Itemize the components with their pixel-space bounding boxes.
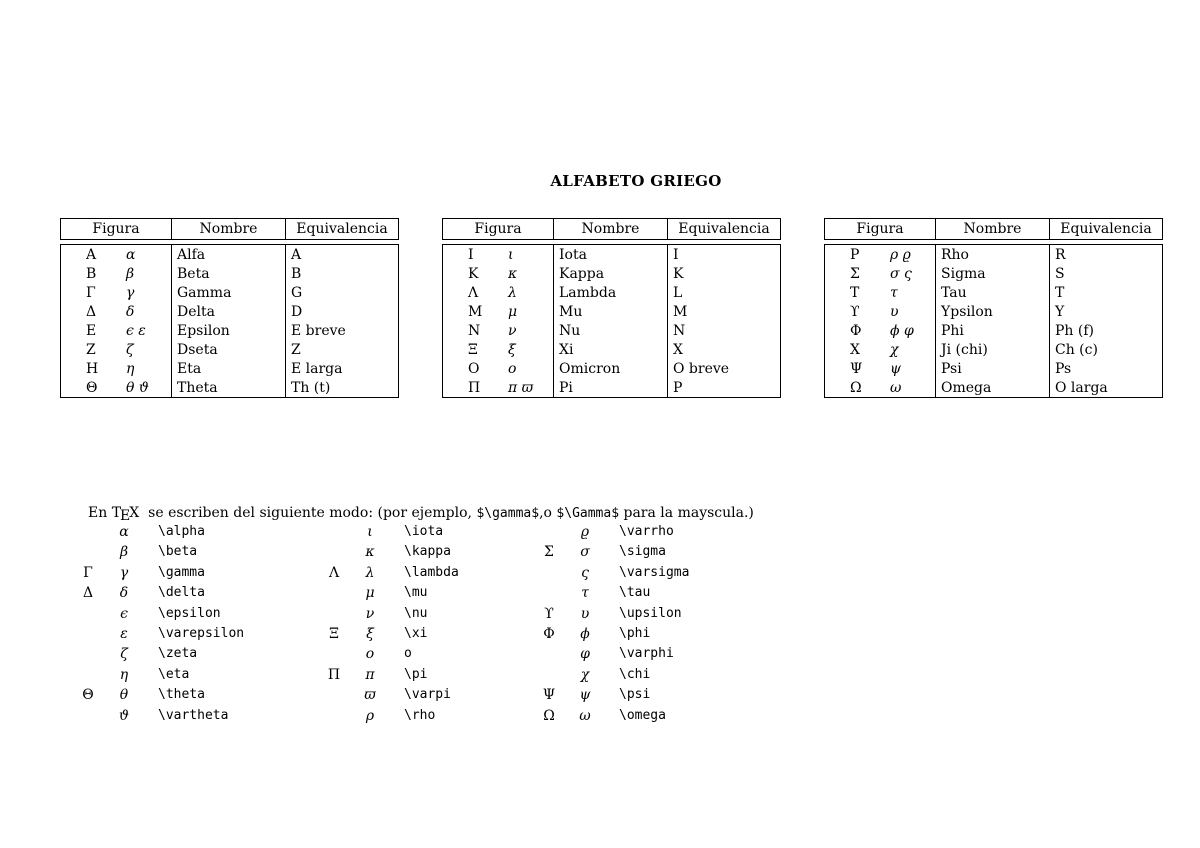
command-code: \lambda <box>404 564 459 580</box>
equivalencia-cell: N <box>668 321 781 340</box>
uppercase-letter: X <box>850 341 860 358</box>
table-row <box>61 264 399 283</box>
tex-logo-t: T <box>111 505 122 521</box>
table-row <box>61 302 399 321</box>
command-lowercase: η <box>119 666 129 683</box>
lowercase-letter: μ <box>508 303 518 320</box>
figura-cell <box>443 340 554 359</box>
table-row <box>443 245 781 265</box>
equivalencia-cell: D <box>286 302 399 321</box>
command-uppercase: Σ <box>544 544 554 561</box>
header-figura: Figura <box>61 219 172 240</box>
command-code: \nu <box>404 605 428 621</box>
command-lowercase: ς <box>581 564 589 581</box>
equivalencia-cell: I <box>668 245 781 265</box>
equivalencia-cell: Ps <box>1050 359 1163 378</box>
table-header-row <box>825 219 1163 240</box>
nombre-cell: Mu <box>554 302 668 321</box>
command-lowercase: ϱ <box>580 524 590 540</box>
nombre-cell: Iota <box>554 245 668 265</box>
uppercase-letter: P <box>850 246 860 263</box>
figura-cell <box>825 302 936 321</box>
lowercase-letter: θ ϑ <box>126 379 149 396</box>
command-uppercase: Ω <box>543 707 555 724</box>
nombre-cell: Epsilon <box>172 321 286 340</box>
intro-code-2: $\Gamma$ <box>556 506 620 521</box>
figura-cell <box>825 245 936 265</box>
uppercase-letter: Ψ <box>850 360 863 377</box>
command-lowercase: δ <box>119 585 129 602</box>
equivalencia-cell: P <box>668 378 781 398</box>
figura-cell <box>825 359 936 378</box>
table-row <box>825 359 1163 378</box>
command-code: \varpi <box>404 687 451 703</box>
command-code: \epsilon <box>158 605 221 621</box>
table-row <box>61 283 399 302</box>
table-row <box>825 283 1163 302</box>
table-header-row <box>61 219 399 240</box>
command-uppercase: Δ <box>82 585 94 602</box>
uppercase-letter: Ξ <box>468 341 478 358</box>
figura-cell <box>443 321 554 340</box>
command-lowercase: ω <box>579 707 591 724</box>
uppercase-letter: Λ <box>468 284 479 301</box>
command-code: \upsilon <box>619 605 682 621</box>
command-code: \varrho <box>619 524 674 539</box>
tex-logo-e: E <box>120 508 131 524</box>
command-lowercase: ν <box>365 605 375 622</box>
nombre-cell: Lambda <box>554 283 668 302</box>
command-code: \eta <box>158 666 190 682</box>
command-code: \omega <box>619 707 666 723</box>
header-equivalencia: Equivalencia <box>286 219 399 240</box>
table-row <box>443 378 781 398</box>
table-row <box>825 302 1163 321</box>
command-code: \psi <box>619 687 651 703</box>
header-nombre: Nombre <box>554 219 668 240</box>
figura-cell <box>825 283 936 302</box>
nombre-cell: Ji (chi) <box>936 340 1050 359</box>
lowercase-letter: ϕ φ <box>890 322 914 339</box>
tex-logo-x: X <box>129 505 140 521</box>
header-nombre: Nombre <box>172 219 286 240</box>
nombre-cell: Psi <box>936 359 1050 378</box>
figura-cell <box>825 321 936 340</box>
uppercase-letter: E <box>86 322 97 339</box>
nombre-cell: Beta <box>172 264 286 283</box>
command-lowercase: χ <box>580 666 590 683</box>
command-uppercase: Ξ <box>329 625 339 642</box>
command-code: \phi <box>619 625 651 641</box>
table-row <box>825 245 1163 265</box>
command-code: \beta <box>158 544 198 560</box>
table-row <box>443 321 781 340</box>
nombre-cell: Theta <box>172 378 286 398</box>
lowercase-letter: λ <box>508 284 517 301</box>
equivalencia-cell: O larga <box>1050 378 1163 398</box>
command-lowercase: θ <box>119 687 129 704</box>
equivalencia-cell: R <box>1050 245 1163 265</box>
figura-cell <box>443 283 554 302</box>
command-lowercase: π <box>365 666 375 683</box>
uppercase-letter: N <box>468 322 481 339</box>
command-uppercase: ϒ <box>544 605 554 622</box>
lowercase-letter: ν <box>508 322 517 339</box>
equivalencia-cell: Y <box>1050 302 1163 321</box>
tex-intro-line <box>88 505 754 524</box>
figura-cell <box>61 302 172 321</box>
command-lowercase: φ <box>580 646 590 663</box>
command-lowercase: γ <box>119 564 129 581</box>
figura-cell <box>825 378 936 398</box>
command-lowercase: ϖ <box>364 687 376 704</box>
figura-cell <box>825 340 936 359</box>
figura-cell <box>443 302 554 321</box>
lowercase-letter: υ <box>890 303 899 320</box>
figura-cell <box>61 378 172 398</box>
uppercase-letter: Φ <box>850 322 862 339</box>
command-code: \gamma <box>158 564 205 580</box>
lowercase-letter: χ <box>890 341 899 358</box>
equivalencia-cell: B <box>286 264 399 283</box>
command-lowercase: τ <box>581 585 589 602</box>
lowercase-letter: o <box>508 360 517 377</box>
header-equivalencia: Equivalencia <box>668 219 781 240</box>
table-row <box>825 321 1163 340</box>
table-row <box>443 264 781 283</box>
command-code: \kappa <box>404 544 451 560</box>
lowercase-letter: δ <box>126 303 135 320</box>
equivalencia-cell: S <box>1050 264 1163 283</box>
equivalencia-cell: G <box>286 283 399 302</box>
header-nombre: Nombre <box>936 219 1050 240</box>
nombre-cell: Xi <box>554 340 668 359</box>
command-uppercase: Ψ <box>542 687 556 704</box>
equivalencia-cell: E larga <box>286 359 399 378</box>
nombre-cell: Delta <box>172 302 286 321</box>
uppercase-letter: Γ <box>86 284 96 301</box>
lowercase-letter: ζ <box>126 341 134 358</box>
nombre-cell: Dseta <box>172 340 286 359</box>
table-row <box>443 340 781 359</box>
nombre-cell: Gamma <box>172 283 286 302</box>
command-lowercase: ξ <box>366 625 374 642</box>
table-row <box>61 359 399 378</box>
uppercase-letter: O <box>468 360 480 377</box>
command-lowercase: κ <box>365 544 375 561</box>
command-lowercase: υ <box>580 605 590 622</box>
command-lowercase: ϵ <box>120 605 128 622</box>
figura-cell <box>61 245 172 265</box>
table-row <box>443 359 781 378</box>
greek-table-2 <box>442 218 781 398</box>
command-lowercase: μ <box>365 585 375 602</box>
page-title: ALFABETO GRIEGO <box>550 172 722 190</box>
lowercase-letter: κ <box>508 265 518 282</box>
intro-text-1: se escriben del siguiente modo: (por ejemplo, <box>148 505 472 521</box>
lowercase-letter: η <box>126 360 135 377</box>
nombre-cell: Eta <box>172 359 286 378</box>
command-code: \rho <box>404 707 436 723</box>
header-equivalencia: Equivalencia <box>1050 219 1163 240</box>
figura-cell <box>61 321 172 340</box>
figura-cell <box>443 359 554 378</box>
uppercase-letter: B <box>86 265 97 282</box>
command-uppercase: Φ <box>543 625 555 642</box>
uppercase-letter: ϒ <box>850 303 860 320</box>
command-lowercase: β <box>119 544 129 561</box>
command-code: \sigma <box>619 544 666 560</box>
nombre-cell: Ypsilon <box>936 302 1050 321</box>
intro-text-3: para la mayscula.) <box>623 505 754 521</box>
uppercase-letter: Π <box>468 379 481 396</box>
lowercase-letter: ι <box>508 246 514 263</box>
command-code: \alpha <box>158 524 205 539</box>
command-lowercase: ψ <box>579 687 591 704</box>
greek-table-3 <box>824 218 1163 398</box>
header-figura: Figura <box>443 219 554 240</box>
header-figura: Figura <box>825 219 936 240</box>
equivalencia-cell: A <box>286 245 399 265</box>
lowercase-letter: τ <box>890 284 898 301</box>
tex-logo <box>111 505 140 524</box>
equivalencia-cell: Z <box>286 340 399 359</box>
equivalencia-cell: T <box>1050 283 1163 302</box>
nombre-cell: Sigma <box>936 264 1050 283</box>
command-code: \vartheta <box>158 707 229 723</box>
command-code: \varepsilon <box>158 625 245 641</box>
command-code: \theta <box>158 687 205 703</box>
table-row <box>443 283 781 302</box>
command-lowercase: ρ <box>365 707 375 724</box>
lowercase-letter: ω <box>890 379 902 396</box>
command-uppercase: Π <box>327 666 341 683</box>
nombre-cell: Phi <box>936 321 1050 340</box>
command-code: \xi <box>404 625 428 641</box>
uppercase-letter: H <box>86 360 99 377</box>
command-uppercase: Θ <box>82 687 94 704</box>
nombre-cell: Pi <box>554 378 668 398</box>
command-code: \pi <box>404 666 428 682</box>
figura-cell <box>825 264 936 283</box>
lowercase-letter: ϵ ε <box>126 322 146 339</box>
table-row <box>61 340 399 359</box>
uppercase-letter: Δ <box>86 303 97 320</box>
command-code: \chi <box>619 666 651 682</box>
lowercase-letter: ξ <box>508 341 516 358</box>
table-row <box>825 340 1163 359</box>
command-lowercase: α <box>119 524 129 540</box>
table-row <box>825 378 1163 398</box>
intro-code-1: $\gamma$ <box>476 506 540 521</box>
uppercase-letter: A <box>86 246 97 263</box>
figura-cell <box>443 378 554 398</box>
lowercase-letter: ψ <box>890 360 901 377</box>
equivalencia-cell: Ph (f) <box>1050 321 1163 340</box>
uppercase-letter: Ω <box>850 379 862 396</box>
nombre-cell: Alfa <box>172 245 286 265</box>
command-lowercase: ϑ <box>118 707 129 724</box>
equivalencia-cell: O breve <box>668 359 781 378</box>
nombre-cell: Kappa <box>554 264 668 283</box>
figura-cell <box>443 245 554 265</box>
command-lowercase: o <box>365 646 375 663</box>
command-code: \varsigma <box>619 564 690 580</box>
command-code: \zeta <box>158 646 198 662</box>
command-lowercase: ε <box>120 625 128 642</box>
uppercase-letter: Σ <box>850 265 860 282</box>
lowercase-letter: α <box>126 246 136 263</box>
intro-text-2: ,o <box>539 505 552 521</box>
equivalencia-cell: K <box>668 264 781 283</box>
command-uppercase: Γ <box>83 564 93 581</box>
lowercase-letter: ρ ϱ <box>890 246 911 263</box>
lowercase-letter: γ <box>126 284 135 301</box>
uppercase-letter: M <box>468 303 483 320</box>
table-row <box>443 302 781 321</box>
command-lowercase: ϕ <box>580 625 590 642</box>
uppercase-letter: T <box>850 284 860 301</box>
nombre-cell: Omicron <box>554 359 668 378</box>
equivalencia-cell: L <box>668 283 781 302</box>
command-uppercase: Λ <box>328 564 340 581</box>
table-row <box>61 378 399 398</box>
table-header-row <box>443 219 781 240</box>
nombre-cell: Omega <box>936 378 1050 398</box>
command-code: \iota <box>404 524 444 539</box>
nombre-cell: Nu <box>554 321 668 340</box>
figura-cell <box>61 340 172 359</box>
intro-prefix: En <box>88 505 108 521</box>
figura-cell <box>443 264 554 283</box>
figura-cell <box>61 264 172 283</box>
uppercase-letter: Θ <box>86 379 98 396</box>
nombre-cell: Rho <box>936 245 1050 265</box>
command-code: \delta <box>158 585 205 601</box>
lowercase-letter: π ϖ <box>508 379 534 396</box>
greek-table-1 <box>60 218 399 398</box>
uppercase-letter: Z <box>86 341 96 358</box>
command-lowercase: ι <box>367 524 373 540</box>
nombre-cell: Tau <box>936 283 1050 302</box>
command-code: o <box>404 646 412 662</box>
table-row <box>61 321 399 340</box>
table-row <box>61 245 399 265</box>
lowercase-letter: σ ς <box>890 265 912 282</box>
command-lowercase: λ <box>365 564 375 581</box>
equivalencia-cell: M <box>668 302 781 321</box>
equivalencia-cell: X <box>668 340 781 359</box>
figura-cell <box>61 283 172 302</box>
uppercase-letter: I <box>468 246 474 263</box>
command-code: \varphi <box>619 646 674 662</box>
equivalencia-cell: Ch (c) <box>1050 340 1163 359</box>
equivalencia-cell: Th (t) <box>286 378 399 398</box>
figura-cell <box>61 359 172 378</box>
lowercase-letter: β <box>126 265 135 282</box>
command-code: \tau <box>619 585 651 601</box>
command-lowercase: σ <box>580 544 590 561</box>
uppercase-letter: K <box>468 265 479 282</box>
command-code: \mu <box>404 585 428 601</box>
table-row <box>825 264 1163 283</box>
command-lowercase: ζ <box>120 646 128 663</box>
equivalencia-cell: E breve <box>286 321 399 340</box>
